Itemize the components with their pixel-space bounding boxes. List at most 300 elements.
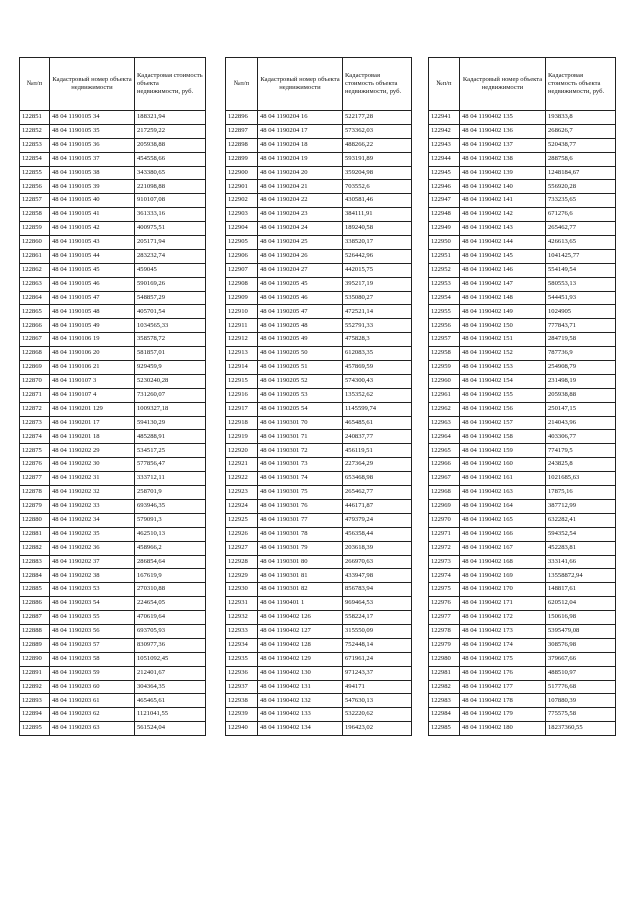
table-row [20, 138, 206, 152]
cadastral-number: 48 04 1190203 56 [50, 624, 135, 638]
cadastral-value: 671276,6 [546, 208, 616, 222]
row-number: 122886 [20, 597, 50, 611]
cadastral-value: 856783,94 [343, 583, 412, 597]
cadastral-value: 13558872,94 [546, 569, 616, 583]
row-number: 122978 [429, 624, 460, 638]
table-row [20, 694, 206, 708]
cadastral-number: 48 04 1190402 164 [460, 499, 546, 513]
table-row [429, 638, 616, 652]
row-number: 122954 [429, 291, 460, 305]
cadastral-number: 48 04 1190105 46 [50, 277, 135, 291]
row-number: 122959 [429, 361, 460, 375]
row-number: 122884 [20, 569, 50, 583]
cadastral-value: 479379,24 [343, 513, 412, 527]
table-row [429, 624, 616, 638]
cadastral-number: 48 04 1190105 42 [50, 222, 135, 236]
table-row [429, 486, 616, 500]
cadastral-value: 205171,94 [135, 236, 206, 250]
table-row [20, 333, 206, 347]
row-number: 122952 [429, 263, 460, 277]
row-number: 122894 [20, 708, 50, 722]
table-row [20, 152, 206, 166]
cadastral-number: 48 04 1190402 135 [460, 111, 546, 125]
cadastral-number: 48 04 1190202 30 [50, 458, 135, 472]
row-number: 122928 [226, 555, 258, 569]
table-header-row [429, 58, 616, 111]
table-row [20, 624, 206, 638]
row-number: 122869 [20, 361, 50, 375]
cadastral-number: 48 04 1190402 161 [460, 472, 546, 486]
cadastral-number: 48 04 1190105 44 [50, 249, 135, 263]
row-number: 122936 [226, 666, 258, 680]
cadastral-value: 693705,93 [135, 624, 206, 638]
table-row [226, 208, 412, 222]
row-number: 122938 [226, 694, 258, 708]
row-number: 122971 [429, 527, 460, 541]
cadastral-value: 465465,61 [135, 694, 206, 708]
table-row [429, 263, 616, 277]
row-number: 122888 [20, 624, 50, 638]
table-row [20, 513, 206, 527]
cadastral-number: 48 04 1190402 139 [460, 166, 546, 180]
table-row [20, 222, 206, 236]
cadastral-number: 48 04 1190402 141 [460, 194, 546, 208]
cadastral-number: 48 04 1190301 82 [258, 583, 343, 597]
table-row [429, 555, 616, 569]
cadastral-value: 929459,9 [135, 361, 206, 375]
cadastral-number: 48 04 1190402 156 [460, 402, 546, 416]
cadastral-number: 48 04 1190402 163 [460, 486, 546, 500]
cadastral-value: 205938,88 [546, 388, 616, 402]
row-number: 122937 [226, 680, 258, 694]
cadastral-number: 48 04 1190402 169 [460, 569, 546, 583]
table-row [226, 166, 412, 180]
cadastral-value: 205938,88 [135, 138, 206, 152]
cadastral-number: 48 04 1190402 145 [460, 249, 546, 263]
table-row [226, 152, 412, 166]
cadastral-value: 358578,72 [135, 333, 206, 347]
table-header-row [20, 58, 206, 111]
row-number: 122889 [20, 638, 50, 652]
cadastral-value: 308576,98 [546, 638, 616, 652]
cadastral-value: 446171,87 [343, 499, 412, 513]
cadastral-value: 787736,9 [546, 347, 616, 361]
row-number: 122877 [20, 472, 50, 486]
table-row [20, 388, 206, 402]
cadastral-number: 48 04 1190301 80 [258, 555, 343, 569]
cadastral-value: 283232,74 [135, 249, 206, 263]
table-row [429, 652, 616, 666]
table-row [20, 472, 206, 486]
cadastral-number: 48 04 1190402 179 [460, 708, 546, 722]
cadastral-number: 48 04 1190402 153 [460, 361, 546, 375]
cadastral-number: 48 04 1190402 151 [460, 333, 546, 347]
cadastral-number: 48 04 1190105 34 [50, 111, 135, 125]
row-number: 122885 [20, 583, 50, 597]
cadastral-value: 1034565,33 [135, 319, 206, 333]
cadastral-number: 48 04 1190301 72 [258, 444, 343, 458]
table-row [20, 486, 206, 500]
cadastral-number: 48 04 1190204 25 [258, 236, 343, 250]
cadastral-number: 48 04 1190402 136 [460, 124, 546, 138]
row-number: 122861 [20, 249, 50, 263]
cadastral-number: 48 04 1190402 130 [258, 666, 343, 680]
row-number: 122920 [226, 444, 258, 458]
table-row [226, 555, 412, 569]
cadastral-number: 48 04 1190402 174 [460, 638, 546, 652]
cadastral-number: 48 04 1190205 48 [258, 319, 343, 333]
table-row [226, 652, 412, 666]
cadastral-value: 167619,9 [135, 569, 206, 583]
table-row [226, 361, 412, 375]
row-number: 122883 [20, 555, 50, 569]
cadastral-value: 426613,65 [546, 236, 616, 250]
cadastral-value: 265462,77 [343, 486, 412, 500]
cadastral-value: 17875,16 [546, 486, 616, 500]
table-row [20, 444, 206, 458]
table-row [20, 527, 206, 541]
row-number: 122931 [226, 597, 258, 611]
table-row [429, 666, 616, 680]
cadastral-number: 48 04 1190203 60 [50, 680, 135, 694]
cadastral-number: 48 04 1190402 175 [460, 652, 546, 666]
row-number: 122853 [20, 138, 50, 152]
table-row [226, 249, 412, 263]
row-number: 122972 [429, 541, 460, 555]
cadastral-value: 359204,98 [343, 166, 412, 180]
row-number: 122881 [20, 527, 50, 541]
cadastral-number: 48 04 1190402 168 [460, 555, 546, 569]
cadastral-value: 459045 [135, 263, 206, 277]
cadastral-value: 338520,17 [343, 236, 412, 250]
row-number: 122951 [429, 249, 460, 263]
cadastral-value: 777843,71 [546, 319, 616, 333]
cadastral-number: 48 04 1190402 150 [460, 319, 546, 333]
cadastral-value: 465485,61 [343, 416, 412, 430]
table-row [20, 611, 206, 625]
table-row [429, 499, 616, 513]
row-number: 122947 [429, 194, 460, 208]
cadastral-value: 457869,59 [343, 361, 412, 375]
table-row [226, 430, 412, 444]
table-row [429, 236, 616, 250]
row-number: 122958 [429, 347, 460, 361]
cadastral-number: 48 04 1190203 53 [50, 583, 135, 597]
cadastral-number: 48 04 1190402 170 [460, 583, 546, 597]
cadastral-value: 579091,3 [135, 513, 206, 527]
cadastral-number: 48 04 1190402 180 [460, 722, 546, 736]
cadastral-value: 485288,91 [135, 430, 206, 444]
cadastral-number: 48 04 1190402 146 [460, 263, 546, 277]
row-number: 122943 [429, 138, 460, 152]
table-row [20, 555, 206, 569]
cadastral-number: 48 04 1190402 152 [460, 347, 546, 361]
cadastral-number: 48 04 1190205 46 [258, 291, 343, 305]
cadastral-value: 193833,8 [546, 111, 616, 125]
cadastral-value: 458966,2 [135, 541, 206, 555]
cadastral-number: 48 04 1190105 39 [50, 180, 135, 194]
cadastral-number: 48 04 1190402 132 [258, 694, 343, 708]
row-number: 122898 [226, 138, 258, 152]
cadastral-number: 48 04 1190202 38 [50, 569, 135, 583]
cadastral-number: 48 04 1190202 34 [50, 513, 135, 527]
cadastral-number: 48 04 1190402 128 [258, 638, 343, 652]
row-number: 122955 [429, 305, 460, 319]
table-row [226, 111, 412, 125]
cadastral-number: 48 04 1190202 36 [50, 541, 135, 555]
table-row [20, 597, 206, 611]
table-row [226, 611, 412, 625]
row-number: 122985 [429, 722, 460, 736]
table-row [226, 194, 412, 208]
cadastral-value: 671961,24 [343, 652, 412, 666]
cadastral-value: 243825,8 [546, 458, 616, 472]
cadastral-value: 403306,77 [546, 430, 616, 444]
cadastral-value: 1024905 [546, 305, 616, 319]
row-number: 122956 [429, 319, 460, 333]
cadastral-value: 433947,98 [343, 569, 412, 583]
cadastral-number: 48 04 1190301 78 [258, 527, 343, 541]
table-row [226, 527, 412, 541]
table-row [226, 347, 412, 361]
table-row [226, 666, 412, 680]
cadastral-value: 580553,13 [546, 277, 616, 291]
table-row [429, 277, 616, 291]
header-cadastral-value: Кадастровая стоимость объекта недвижимости, руб. [135, 58, 206, 111]
table-row [226, 486, 412, 500]
cadastral-number: 48 04 1190301 81 [258, 569, 343, 583]
table-row [226, 583, 412, 597]
table-row [429, 166, 616, 180]
cadastral-number: 48 04 1190204 19 [258, 152, 343, 166]
table-row [20, 458, 206, 472]
cadastral-number: 48 04 1190204 27 [258, 263, 343, 277]
cadastral-value: 196423,02 [343, 722, 412, 736]
cadastral-value: 703552,6 [343, 180, 412, 194]
row-number: 122862 [20, 263, 50, 277]
row-number: 122882 [20, 541, 50, 555]
cadastral-value: 488510,97 [546, 666, 616, 680]
row-number: 122924 [226, 499, 258, 513]
cadastral-value: 573362,03 [343, 124, 412, 138]
row-number: 122981 [429, 666, 460, 680]
cadastral-number: 48 04 1190105 49 [50, 319, 135, 333]
cadastral-number: 48 04 1190402 176 [460, 666, 546, 680]
cadastral-value: 1009327,18 [135, 402, 206, 416]
row-number: 122896 [226, 111, 258, 125]
row-number: 122917 [226, 402, 258, 416]
row-number: 122879 [20, 499, 50, 513]
cadastral-value: 470619,64 [135, 611, 206, 625]
table-row [429, 138, 616, 152]
row-number: 122872 [20, 402, 50, 416]
table-row [429, 249, 616, 263]
cadastral-value: 5395479,08 [546, 624, 616, 638]
table-row [226, 472, 412, 486]
cadastral-number: 48 04 1190105 38 [50, 166, 135, 180]
row-number: 122866 [20, 319, 50, 333]
cadastral-number: 48 04 1190203 57 [50, 638, 135, 652]
cadastral-number: 48 04 1190203 63 [50, 722, 135, 736]
row-number: 122887 [20, 611, 50, 625]
row-number: 122880 [20, 513, 50, 527]
header-cadastral-value: Кадастровая стоимость объекта недвижимости, руб. [343, 58, 412, 111]
table-row [20, 652, 206, 666]
cadastral-value: 520438,77 [546, 138, 616, 152]
table-row [429, 222, 616, 236]
cadastral-value: 188321,94 [135, 111, 206, 125]
header-number: №п/п [429, 58, 460, 111]
cadastral-value: 1121041,55 [135, 708, 206, 722]
cadastral-value: 452283,81 [546, 541, 616, 555]
cadastral-number: 48 04 1190204 20 [258, 166, 343, 180]
table-row [226, 236, 412, 250]
table-row [429, 291, 616, 305]
cadastral-value: 203618,39 [343, 541, 412, 555]
table-row [20, 263, 206, 277]
header-number: №п/п [226, 58, 258, 111]
row-number: 122918 [226, 416, 258, 430]
table-row [226, 458, 412, 472]
table-row [429, 319, 616, 333]
cadastral-number: 48 04 1190402 143 [460, 222, 546, 236]
row-number: 122878 [20, 486, 50, 500]
cadastral-value: 632282,41 [546, 513, 616, 527]
cadastral-number: 48 04 1190402 178 [460, 694, 546, 708]
table-row [226, 569, 412, 583]
cadastral-value: 18237360,55 [546, 722, 616, 736]
table-row [20, 124, 206, 138]
header-cadastral-value: Кадастровая стоимость объекта недвижимости, руб. [546, 58, 616, 111]
row-number: 122976 [429, 597, 460, 611]
row-number: 122962 [429, 402, 460, 416]
cadastral-value: 693946,35 [135, 499, 206, 513]
cadastral-number: 48 04 1190203 54 [50, 597, 135, 611]
cadastral-number: 48 04 1190202 31 [50, 472, 135, 486]
row-number: 122868 [20, 347, 50, 361]
cadastral-value: 612083,35 [343, 347, 412, 361]
cadastral-value: 400975,51 [135, 222, 206, 236]
row-number: 122921 [226, 458, 258, 472]
row-number: 122864 [20, 291, 50, 305]
cadastral-value: 150616,98 [546, 611, 616, 625]
cadastral-value: 231498,19 [546, 374, 616, 388]
table-row [20, 277, 206, 291]
cadastral-value: 379667,66 [546, 652, 616, 666]
cadastral-number: 48 04 1190402 158 [460, 430, 546, 444]
row-number: 122909 [226, 291, 258, 305]
row-number: 122977 [429, 611, 460, 625]
row-number: 122851 [20, 111, 50, 125]
table-row [20, 111, 206, 125]
table-header-row [226, 58, 412, 111]
cadastral-number: 48 04 1190301 73 [258, 458, 343, 472]
table-row [429, 541, 616, 555]
cadastral-value: 561524,04 [135, 722, 206, 736]
row-number: 122870 [20, 374, 50, 388]
table-row [226, 513, 412, 527]
table-row [429, 680, 616, 694]
table-row [226, 499, 412, 513]
cadastral-value: 969464,53 [343, 597, 412, 611]
row-number: 122911 [226, 319, 258, 333]
cadastral-number: 48 04 1190402 129 [258, 652, 343, 666]
row-number: 122974 [429, 569, 460, 583]
cadastral-value: 574300,43 [343, 374, 412, 388]
row-number: 122973 [429, 555, 460, 569]
cadastral-number: 48 04 1190402 159 [460, 444, 546, 458]
cadastral-value: 315550,09 [343, 624, 412, 638]
cadastral-value: 384111,91 [343, 208, 412, 222]
cadastral-value: 5230240,28 [135, 374, 206, 388]
cadastral-number: 48 04 1190105 41 [50, 208, 135, 222]
cadastral-number: 48 04 1190301 74 [258, 472, 343, 486]
table-row [20, 249, 206, 263]
row-number: 122983 [429, 694, 460, 708]
row-number: 122899 [226, 152, 258, 166]
row-number: 122944 [429, 152, 460, 166]
cadastral-value: 653468,98 [343, 472, 412, 486]
cadastral-value: 1021685,63 [546, 472, 616, 486]
table-row [226, 680, 412, 694]
table-row [226, 416, 412, 430]
cadastral-value: 752448,14 [343, 638, 412, 652]
cadastral-number: 48 04 1190205 51 [258, 361, 343, 375]
cadastral-number: 48 04 1190402 167 [460, 541, 546, 555]
cadastral-value: 456358,44 [343, 527, 412, 541]
table-row [20, 569, 206, 583]
cadastral-number: 48 04 1190402 160 [460, 458, 546, 472]
row-number: 122890 [20, 652, 50, 666]
row-number: 122926 [226, 527, 258, 541]
cadastral-value: 1051092,45 [135, 652, 206, 666]
cadastral-value: 522177,28 [343, 111, 412, 125]
cadastral-number: 48 04 1190202 33 [50, 499, 135, 513]
cadastral-value: 254908,79 [546, 361, 616, 375]
table-row [226, 180, 412, 194]
cadastral-number: 48 04 1190205 45 [258, 277, 343, 291]
table-row [20, 430, 206, 444]
table-row [226, 374, 412, 388]
table-row [226, 263, 412, 277]
table-row [429, 402, 616, 416]
row-number: 122968 [429, 486, 460, 500]
cadastral-value: 240837,77 [343, 430, 412, 444]
row-number: 122916 [226, 388, 258, 402]
cadastral-value: 224654,05 [135, 597, 206, 611]
table-row [429, 347, 616, 361]
row-number: 122891 [20, 666, 50, 680]
row-number: 122967 [429, 472, 460, 486]
row-number: 122925 [226, 513, 258, 527]
row-number: 122965 [429, 444, 460, 458]
cadastral-number: 48 04 1190105 36 [50, 138, 135, 152]
cadastral-value: 214043,96 [546, 416, 616, 430]
table-row [429, 472, 616, 486]
row-number: 122946 [429, 180, 460, 194]
cadastral-number: 48 04 1190402 165 [460, 513, 546, 527]
row-number: 122913 [226, 347, 258, 361]
row-number: 122910 [226, 305, 258, 319]
cadastral-value: 971243,37 [343, 666, 412, 680]
cadastral-value: 343380,65 [135, 166, 206, 180]
cadastral-value: 552791,33 [343, 319, 412, 333]
table-row [429, 374, 616, 388]
cadastral-number: 48 04 1190202 35 [50, 527, 135, 541]
table-row [429, 152, 616, 166]
cadastral-value: 333141,66 [546, 555, 616, 569]
cadastral-number: 48 04 1190202 32 [50, 486, 135, 500]
